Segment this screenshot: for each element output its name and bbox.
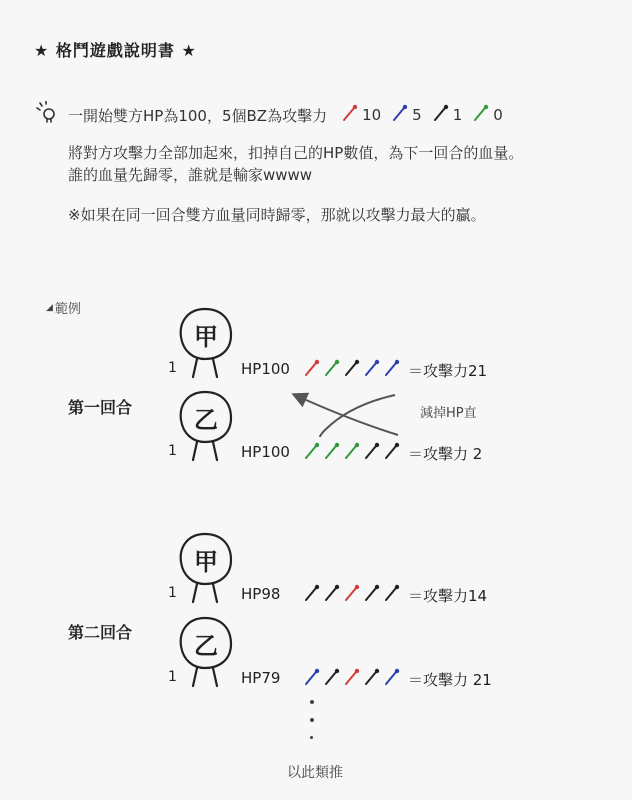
page-title: ★ 格鬥遊戲說明書 ★ — [34, 41, 197, 60]
pin-icon — [303, 584, 321, 606]
rule-line-3: 誰的血量先歸零，誰就是輸家wwww — [68, 166, 313, 184]
pin-icon — [303, 442, 321, 464]
pin-icon — [341, 104, 359, 126]
pin-icon — [323, 359, 341, 381]
pin-icon — [303, 359, 321, 381]
player-badge: 甲 — [194, 548, 218, 576]
player-number: 1 — [168, 443, 177, 459]
player-attack: ＝攻擊力 2 — [408, 445, 483, 463]
player-pins — [303, 668, 401, 690]
cross-label: 減掉HP直 — [420, 406, 477, 421]
pin-icon — [391, 104, 409, 126]
legend-pin-1 — [391, 104, 422, 126]
player-number: 1 — [168, 360, 177, 376]
pin-icon — [432, 104, 450, 126]
player-attack: ＝攻擊力14 — [408, 587, 488, 605]
triangle-icon: ◢ — [46, 302, 53, 313]
player-badge: 乙 — [194, 406, 218, 434]
rule-line-1-text: 一開始雙方HP為100，5個BZ為攻擊力 — [68, 106, 328, 125]
footer-text: 以此類推 — [287, 765, 343, 781]
pin-icon — [343, 584, 361, 606]
legend-pin-2 — [432, 104, 463, 126]
pin-icon — [383, 668, 401, 690]
pin-icon — [343, 359, 361, 381]
arrow-b-to-a — [295, 395, 398, 435]
player-avatar — [175, 530, 237, 614]
player-badge: 乙 — [194, 632, 218, 660]
player-hp: HP100 — [241, 360, 290, 378]
pin-icon — [343, 668, 361, 690]
pin-icon — [323, 442, 341, 464]
ellipsis-dots — [310, 700, 314, 739]
pin-icon — [343, 442, 361, 464]
pin-icon — [383, 584, 401, 606]
player-number: 1 — [168, 585, 177, 601]
player-hp: HP79 — [241, 669, 281, 687]
player-pins — [303, 584, 401, 606]
example-label: ◢ 範例 — [46, 302, 81, 317]
player-number: 1 — [168, 669, 177, 685]
rule-note: ※如果在同一回合雙方血量同時歸零，那就以攻擊力最大的贏。 — [68, 206, 486, 224]
legend-pin-3 — [472, 104, 503, 126]
pin-icon — [303, 668, 321, 690]
pin-icon — [323, 584, 341, 606]
pin-icon — [363, 359, 381, 381]
pin-legend — [341, 104, 503, 126]
legend-pin-0 — [341, 104, 381, 126]
pin-icon — [383, 442, 401, 464]
round-1-title: 第一回合 — [68, 398, 133, 417]
player-hp: HP100 — [241, 443, 290, 461]
rule-line-2: 將對方攻擊力全部加起來，扣掉自己的HP數值，為下一回合的血量。 — [68, 144, 524, 162]
player-avatar — [175, 388, 237, 472]
pin-icon — [383, 359, 401, 381]
legend-pin-value: 5 — [412, 106, 422, 124]
pin-icon — [323, 668, 341, 690]
pin-icon — [363, 442, 381, 464]
player-avatar — [175, 305, 237, 389]
pin-icon — [472, 104, 490, 126]
legend-pin-value: 10 — [362, 106, 382, 124]
pin-icon — [363, 584, 381, 606]
player-attack: ＝攻擊力 21 — [408, 671, 492, 689]
rule-line-1 — [68, 104, 503, 126]
legend-pin-value: 0 — [493, 106, 503, 124]
lightbulb-icon — [36, 101, 60, 131]
pin-icon — [363, 668, 381, 690]
player-badge: 甲 — [194, 323, 218, 351]
player-pins — [303, 359, 401, 381]
player-pins — [303, 442, 401, 464]
cross-arrows — [280, 385, 420, 445]
legend-pin-value: 1 — [452, 106, 463, 124]
player-avatar — [175, 614, 237, 698]
round-2-title: 第二回合 — [68, 623, 133, 642]
player-attack: ＝攻擊力21 — [408, 362, 488, 380]
player-hp: HP98 — [241, 585, 281, 603]
